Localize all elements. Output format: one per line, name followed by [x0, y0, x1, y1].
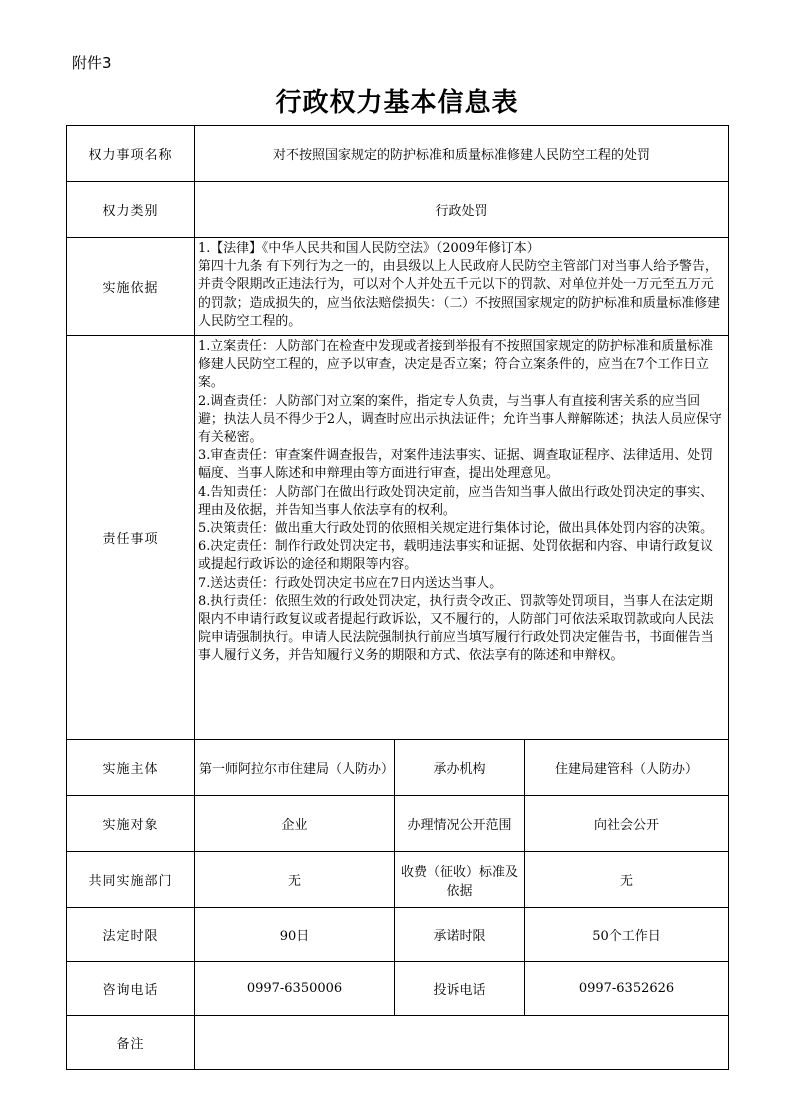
- joint-label: 共同实施部门: [67, 852, 195, 908]
- responsibility-item: 7.送达责任：行政处罚决定书应在7日内送达当事人。: [198, 575, 503, 591]
- item-name-value: 对不按照国家规定的防护标准和质量标准修建人民防空工程的处罚: [195, 126, 729, 182]
- row-basis: [67, 238, 729, 336]
- basis-line: 第四十九条 有下列行为之一的，由县级以上人民政府人民防空主管部门对当事人给予警告，并责令限期改正违法行为，可以对个人并处五千元以下的罚款、对单位并处一万元至五万元的罚款；造成损失的，应当依法赔偿损失：（二）不按照国家规定的防护标准和质量标准修建人民防空工程的。: [198, 259, 721, 329]
- row-remark: [67, 1016, 729, 1070]
- attachment-label: 附件3: [72, 54, 112, 72]
- row-target: [67, 796, 729, 852]
- fee-value: 无: [525, 852, 729, 908]
- consult-phone-value: 0997-6350006: [195, 962, 395, 1016]
- responsibility-item: 8.执行责任：依照生效的行政处罚决定，执行责令改正、罚款等处罚项目，当事人在法定期限内不申请行政复议或者提起行政诉讼，又不履行的，人防部门可依法采取罚款或向人民法院申请强制执行。申请人民法院强制执行前应当填写履行行政处罚决定催告书，书面催告当事人履行义务，并告知履行义务的期限和方式、依法享有的陈述和申辩权。: [198, 593, 714, 664]
- joint-value: 无: [195, 852, 395, 908]
- row-joint: [67, 852, 729, 908]
- handler-label: 承办机构: [395, 740, 525, 796]
- consult-phone-label: 咨询电话: [67, 962, 195, 1016]
- row-item-name: [67, 126, 729, 182]
- page-title: 行政权力基本信息表: [275, 88, 519, 118]
- fee-label: 收费（征收）标准及依据: [395, 852, 525, 908]
- subject-label: 实施主体: [67, 740, 195, 796]
- promised-time-value: 50个工作日: [525, 908, 729, 962]
- subject-value: 第一师阿拉尔市住建局（人防办）: [195, 740, 395, 796]
- row-subject: [67, 740, 729, 796]
- row-time-limit: [67, 908, 729, 962]
- remark-value: [195, 1016, 729, 1070]
- basis-label: 实施依据: [67, 238, 195, 336]
- target-value: 企业: [195, 796, 395, 852]
- disclosure-value: 向社会公开: [525, 796, 729, 852]
- target-label: 实施对象: [67, 796, 195, 852]
- item-name-label: 权力事项名称: [67, 126, 195, 182]
- basis-text: [195, 238, 729, 336]
- handler-value: 住建局建管科（人防办）: [525, 740, 729, 796]
- disclosure-label: 办理情况公开范围: [395, 796, 525, 852]
- responsibility-text: [195, 336, 729, 740]
- basis-line: 1.【法律】《中华人民共和国人民防空法》（2009年修订本）: [198, 241, 540, 256]
- row-responsibility: [67, 336, 729, 740]
- legal-time-label: 法定时限: [67, 908, 195, 962]
- responsibility-item: 6.决定责任：制作行政处罚决定书，载明违法事实和证据、处罚依据和内容、申请行政复议或提起行政诉讼的途径和期限等内容。: [198, 539, 714, 573]
- responsibility-item: 2.调查责任：人防部门对立案的案件，指定专人负责，与当事人有直接利害关系的应当回避；执法人员不得少于2人，调查时应出示执法证件；允许当事人辩解陈述；执法人员应保守有关秘密。: [198, 393, 722, 446]
- info-table: [66, 125, 729, 1070]
- legal-time-value: 90日: [195, 908, 395, 962]
- responsibility-item: 4.告知责任：人防部门在做出行政处罚决定前，应当告知当事人做出行政处罚决定的事实、理由及依据，并告知当事人依法享有的权利。: [198, 484, 714, 518]
- responsibility-label: 责任事项: [67, 336, 195, 740]
- responsibility-item: 1.立案责任：人防部门在检查中发现或者接到举报有不按照国家规定的防护标准和质量标准修建人民防空工程的，应予以审查，决定是否立案；符合立案条件的，应当在7个工作日立案。: [198, 339, 714, 391]
- complaint-phone-label: 投诉电话: [395, 962, 525, 1016]
- category-label: 权力类别: [67, 182, 195, 238]
- promised-time-label: 承诺时限: [395, 908, 525, 962]
- remark-label: 备注: [67, 1016, 195, 1070]
- row-category: [67, 182, 729, 238]
- complaint-phone-value: 0997-6352626: [525, 962, 729, 1016]
- row-phone: [67, 962, 729, 1016]
- category-value: 行政处罚: [195, 182, 729, 238]
- responsibility-item: 5.决策责任：做出重大行政处罚的依照相关规定进行集体讨论，做出具体处罚内容的决策。: [198, 521, 714, 537]
- responsibility-item: 3.审查责任：审查案件调查报告，对案件违法事实、证据、调查取证程序、法律适用、处罚幅度、当事人陈述和申辩理由等方面进行审查，提出处理意见。: [198, 448, 714, 482]
